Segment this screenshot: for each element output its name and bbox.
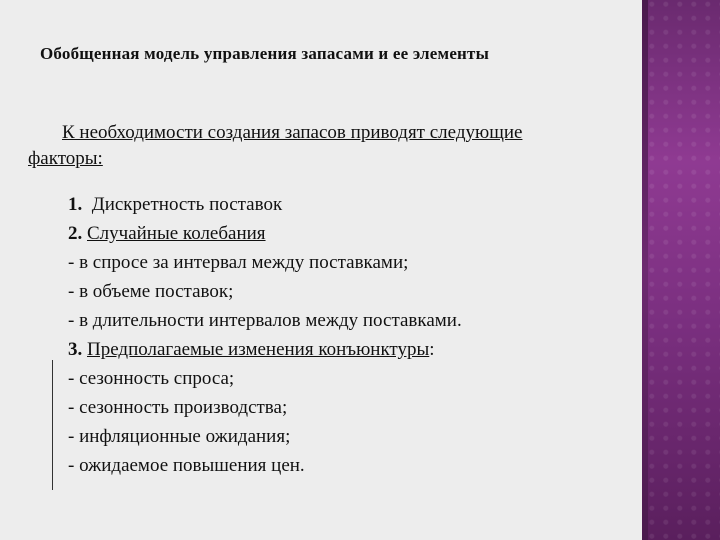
list-item: - в длительности интервалов между поставками. <box>68 310 462 331</box>
item-text: Случайные колебания <box>87 223 266 244</box>
list-item: - сезонность производства; <box>68 397 288 418</box>
list-item: - в объеме поставок; <box>68 281 234 302</box>
list-item <box>68 219 628 248</box>
slide-title: Обобщенная модель управления запасами и ее элементы <box>40 44 490 63</box>
list-item: - сезонность спроса; <box>68 368 235 389</box>
list-item: - инфляционные ожидания; <box>68 426 291 447</box>
intro-line-1: К необходимости создания запасов приводят следующие <box>62 122 523 143</box>
item-suffix: : <box>429 339 435 360</box>
intro-line-2: факторы: <box>28 148 103 169</box>
factors-list <box>68 190 628 480</box>
list-item: - ожидаемое повышения цен. <box>68 455 305 476</box>
list-item: - в спросе за интервал между поставками; <box>68 252 409 273</box>
list-item <box>68 190 628 219</box>
decorative-side-band <box>642 0 720 540</box>
item-number: 2. <box>68 223 83 244</box>
list-item <box>68 335 628 364</box>
item-text: Предполагаемые изменения конъюнктуры <box>87 339 430 360</box>
item-text: Дискретность поставок <box>91 194 283 215</box>
decorative-divider-left <box>52 360 53 490</box>
item-number: 3. <box>68 339 83 360</box>
item-number: 1. <box>68 194 83 215</box>
intro-paragraph <box>28 120 678 172</box>
